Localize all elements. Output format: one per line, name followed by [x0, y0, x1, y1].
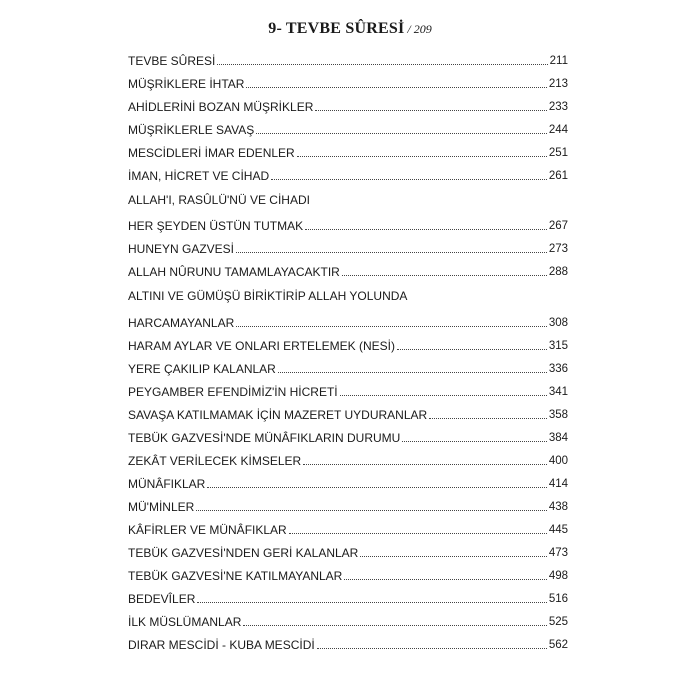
dot-leader — [196, 509, 547, 511]
toc-entry[interactable] — [128, 358, 568, 376]
dot-leader — [317, 647, 547, 649]
toc-entry[interactable] — [128, 189, 568, 207]
toc-entry-title: HARCAMAYANLAR — [128, 316, 235, 330]
dot-leader — [344, 578, 546, 580]
toc-entry-page-number: 525 — [548, 616, 568, 628]
dot-leader — [217, 63, 547, 65]
dot-leader — [342, 274, 547, 276]
dot-leader — [236, 251, 547, 253]
toc-entry-page-number: 315 — [548, 340, 568, 352]
toc-entry[interactable] — [128, 285, 568, 303]
toc-entry[interactable] — [128, 96, 568, 114]
toc-entry-title: MÜŞRİKLERLE SAVAŞ — [128, 123, 255, 137]
toc-entry-page-number: 211 — [549, 55, 568, 67]
toc-entry-page-number: 341 — [548, 386, 568, 398]
toc-entry-page-number: 516 — [548, 593, 568, 605]
toc-entry-title: BEDEVÎLER — [128, 592, 196, 606]
dot-leader — [303, 463, 547, 465]
dot-leader — [340, 394, 547, 396]
toc-entry[interactable] — [128, 381, 568, 399]
dot-leader — [305, 228, 547, 230]
dot-leader — [397, 348, 547, 350]
toc-entry-title: MÜŞRİKLERE İHTAR — [128, 77, 245, 91]
toc-entry[interactable] — [128, 165, 568, 183]
toc-entry-title: YERE ÇAKILIP KALANLAR — [128, 362, 276, 376]
dot-leader — [402, 440, 546, 442]
toc-entry-title: HER ŞEYDEN ÜSTÜN TUTMAK — [128, 219, 304, 233]
toc-entry[interactable] — [128, 142, 568, 160]
dot-leader — [256, 132, 547, 134]
toc-entry-page-number: 358 — [548, 409, 568, 421]
dot-leader — [429, 417, 547, 419]
toc-entry-page-number: 308 — [548, 317, 568, 329]
dot-leader — [246, 86, 546, 88]
toc-entry[interactable] — [128, 404, 568, 422]
dot-leader — [360, 555, 546, 557]
chapter-heading — [0, 20, 700, 38]
toc-entry[interactable] — [128, 238, 568, 256]
toc-entry-page-number: 267 — [548, 220, 568, 232]
toc-entry[interactable] — [128, 611, 568, 629]
dot-leader — [197, 601, 546, 603]
toc-entry-page-number: 384 — [548, 432, 568, 444]
toc-entry-page-number: 336 — [548, 363, 568, 375]
toc-entry-title: ALLAH NÛRUNU TAMAMLAYACAKTIR — [128, 265, 340, 279]
toc-entry-title: TEVBE SÛRESİ — [128, 54, 216, 68]
toc-entry[interactable] — [128, 450, 568, 468]
toc-entry-title: MESCİDLERİ İMAR EDENLER — [128, 146, 295, 160]
toc-entry-page-number: 414 — [548, 478, 568, 490]
toc-entry-title: MÜNÂFIKLAR — [128, 477, 206, 491]
dot-leader — [207, 486, 546, 488]
toc-entry-title: ALLAH'I, RASÛLÜ'NÜ VE CİHADI — [128, 193, 310, 207]
toc-entry-title: İMAN, HİCRET VE CİHAD — [128, 169, 270, 183]
toc-entry-title: ZEKÂT VERİLECEK KİMSELER — [128, 454, 302, 468]
toc-entry-title: TEBÜK GAZVESİ'NDEN GERİ KALANLAR — [128, 546, 359, 560]
toc-entry[interactable] — [128, 565, 568, 583]
toc-entry-page-number: 473 — [548, 547, 568, 559]
dot-leader — [297, 155, 547, 157]
toc-entry[interactable] — [128, 473, 568, 491]
dot-leader — [278, 371, 547, 373]
toc-entry-page-number: 273 — [548, 243, 568, 255]
toc-entry-page-number: 244 — [548, 124, 568, 136]
toc-entry-page-number: 251 — [548, 147, 568, 159]
toc-entry-page-number: 498 — [548, 570, 568, 582]
toc-entry-title: MÜ'MİNLER — [128, 500, 195, 514]
toc-entry[interactable] — [128, 519, 568, 537]
toc-entry-page-number: 445 — [548, 524, 568, 536]
toc-entry[interactable] — [128, 335, 568, 353]
toc-entry-title: PEYGAMBER EFENDİMİZ'İN HİCRETİ — [128, 385, 338, 399]
toc-entry-title: TEBÜK GAZVESİ'NDE MÜNÂFIKLARIN DURUMU — [128, 431, 401, 445]
toc-entry-title: HARAM AYLAR VE ONLARI ERTELEMEK (NESİ) — [128, 339, 395, 353]
toc-entry[interactable] — [128, 312, 568, 330]
toc-entry[interactable] — [128, 73, 568, 91]
dot-leader — [289, 532, 547, 534]
toc-entry-title: HUNEYN GAZVESİ — [128, 242, 235, 256]
toc-entry-page-number: 562 — [548, 639, 568, 651]
toc-entry[interactable] — [128, 588, 568, 606]
toc-entry-title: ALTINI VE GÜMÜŞÜ BİRİKTİRİP ALLAH YOLUNDA — [128, 289, 408, 303]
dot-leader — [315, 109, 546, 111]
chapter-page-number: / 209 — [407, 22, 432, 36]
toc-entry-title: TEBÜK GAZVESİ'NE KATILMAYANLAR — [128, 569, 343, 583]
toc-entry-title: İLK MÜSLÜMANLAR — [128, 615, 242, 629]
dot-leader — [271, 178, 547, 180]
dot-leader — [236, 325, 547, 327]
toc-entry-title: AHİDLERİNİ BOZAN MÜŞRİKLER — [128, 100, 314, 114]
toc-entry[interactable] — [128, 427, 568, 445]
toc-entry-page-number: 213 — [548, 78, 568, 90]
toc-entry-page-number: 400 — [548, 455, 568, 467]
toc-entry[interactable] — [128, 119, 568, 137]
toc-entry[interactable] — [128, 261, 568, 279]
toc-entry-title: KÂFİRLER VE MÜNÂFIKLAR — [128, 523, 287, 537]
toc-entry[interactable] — [128, 215, 568, 233]
toc-entry[interactable] — [128, 496, 568, 514]
chapter-title: 9- TEVBE SÛRESİ — [268, 20, 405, 37]
toc-entry-title: DIRAR MESCİDİ - KUBA MESCİDİ — [128, 638, 315, 652]
toc-entry[interactable] — [128, 50, 568, 68]
toc-entry[interactable] — [128, 634, 568, 652]
toc-entry-title: SAVAŞA KATILMAMAK İÇİN MAZERET UYDURANLAR — [128, 408, 428, 422]
dot-leader — [243, 624, 546, 626]
toc-entry-page-number: 233 — [548, 101, 568, 113]
toc-entry-page-number: 288 — [548, 266, 568, 278]
toc-entry-page-number: 261 — [548, 170, 568, 182]
toc-entry[interactable] — [128, 542, 568, 560]
toc-entry-page-number: 438 — [548, 501, 568, 513]
